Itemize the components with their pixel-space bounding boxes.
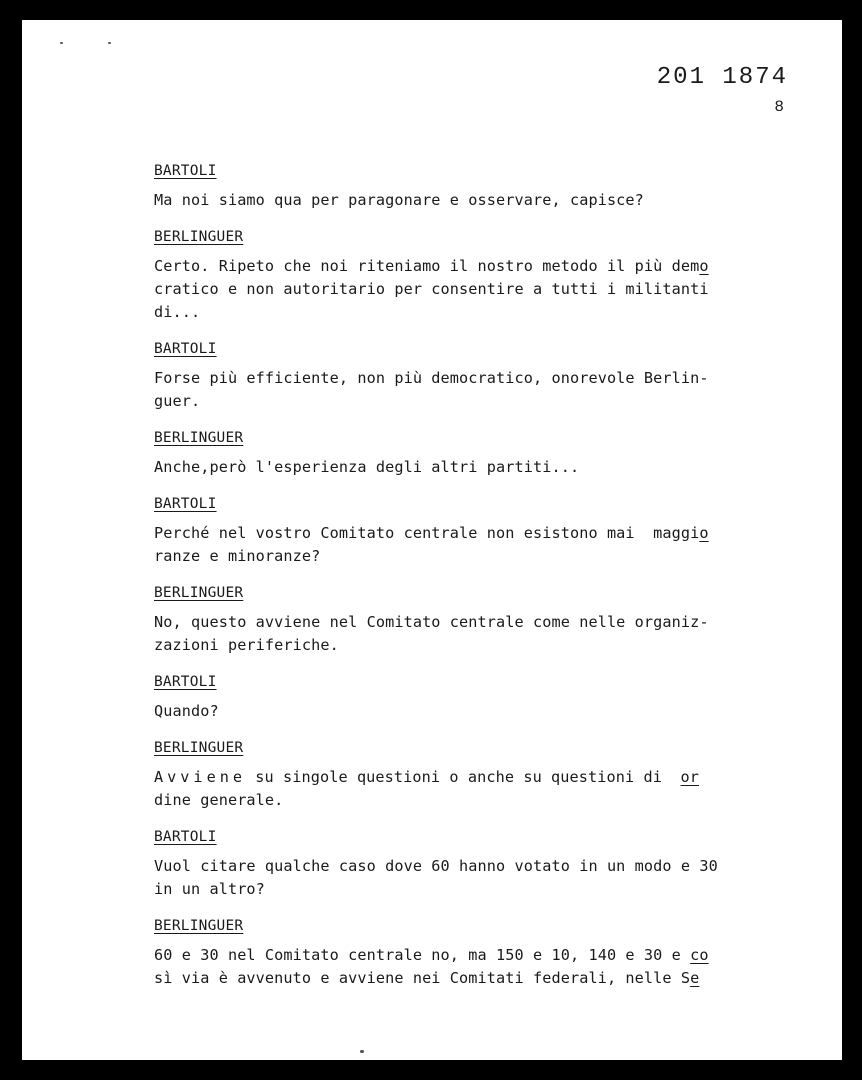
speaker-name: BARTOLI [154,829,217,845]
speaker-name: BERLINGUER [154,430,244,446]
dialogue-turn [154,226,794,324]
speech-line [154,967,794,990]
dialogue-turn [154,737,794,812]
speaker-name: BARTOLI [154,674,217,690]
underlined-text: o [699,524,709,542]
speech-line: guer. [154,392,201,410]
speech-text: Certo. Ripeto che noi riteniamo il nostro metodo il più dem [154,257,700,275]
speech-text: su singole questioni o anche su questioni di [246,768,681,786]
speaker-name: BARTOLI [154,163,217,179]
speech-line: Quando? [154,702,219,720]
speaker-name: BARTOLI [154,496,217,512]
speech-line [154,522,794,545]
speech-line [154,944,794,967]
dialogue-turn [154,338,794,413]
speech-line: Ma noi siamo qua per paragonare e osservare, capisce? [154,191,644,209]
dialogue-turn [154,493,794,568]
underlined-text: e [690,969,700,987]
speech-text: sì via è avvenuto e avviene nei Comitati federali, nelle S [154,969,691,987]
speech-line: in un altro? [154,880,265,898]
dialogue-turn [154,160,794,212]
speck [360,1050,364,1053]
underlined-text: or [680,768,699,786]
dialogue-turn [154,671,794,723]
speaker-name: BERLINGUER [154,918,244,934]
speech-line [154,766,794,789]
speech-line: Vuol citare qualche caso dove 60 hanno votato in un modo e 30 [154,857,718,875]
page-number: 8 [774,98,784,116]
speech-line: dine generale. [154,791,284,809]
speech-line: cratico e non autoritario per consentire a tutti i militanti [154,280,709,298]
document-page [22,20,842,1060]
speech-text: 60 e 30 nel Comitato centrale no, ma 150 e 10, 140 e 30 e [154,946,691,964]
speech-line: Anche,però l'esperienza degli altri partiti... [154,458,580,476]
dialogue-turn [154,427,794,479]
speech-text: Perché nel vostro Comitato centrale non esistono mai maggi [154,524,700,542]
underlined-text: co [690,946,709,964]
speech-line: Forse più efficiente, non più democratico, onorevole Berlin- [154,369,709,387]
speck [60,42,63,44]
speech-line: di... [154,303,201,321]
speech-line [154,255,794,278]
speaker-name: BERLINGUER [154,229,244,245]
speech-line: zazioni periferiche. [154,636,339,654]
speaker-name: BERLINGUER [154,585,244,601]
dialogue-turn [154,826,794,901]
spaced-text: Avviene [154,768,247,786]
speech-line: ranze e minoranze? [154,547,321,565]
speck [108,42,111,44]
interview-transcript [154,160,794,1004]
underlined-text: o [699,257,709,275]
speaker-name: BARTOLI [154,341,217,357]
document-number: 201 1874 [656,64,788,91]
speaker-name: BERLINGUER [154,740,244,756]
dialogue-turn [154,915,794,990]
dialogue-turn [154,582,794,657]
speech-line: No, questo avviene nel Comitato centrale come nelle organiz- [154,613,709,631]
